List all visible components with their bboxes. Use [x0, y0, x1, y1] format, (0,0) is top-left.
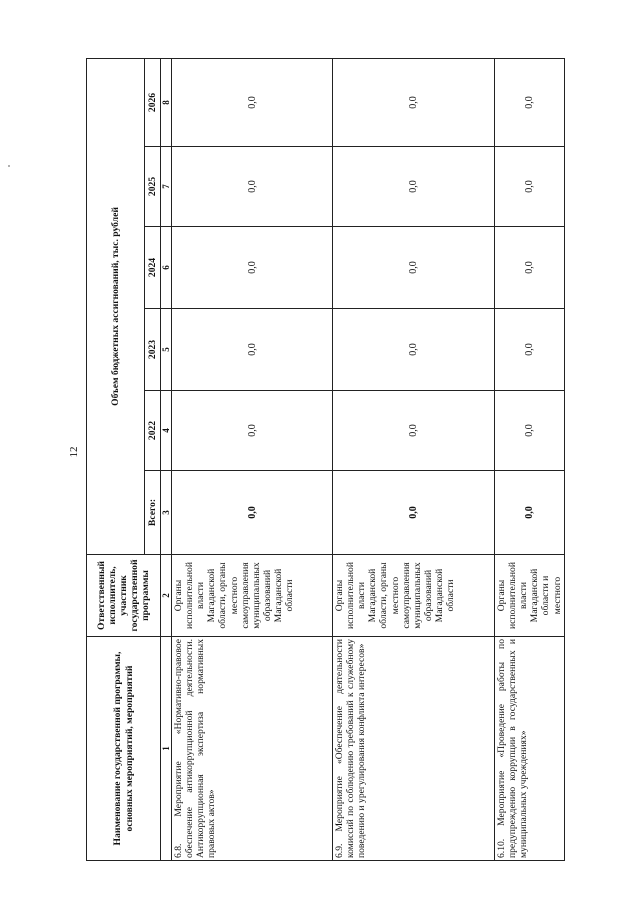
column-number: 6 — [161, 227, 172, 309]
header-name: Наименование государственной программы, основных мероприятий, мероприятий — [87, 637, 161, 861]
header-year: 2023 — [145, 309, 161, 391]
year-value: 0,0 — [172, 309, 333, 391]
column-number: 2 — [161, 555, 172, 637]
responsible-executor: Органы исполнительной власти Магаданской области и местного — [495, 555, 564, 637]
year-value: 0,0 — [172, 58, 333, 146]
column-numbers-row — [161, 58, 172, 860]
table-row — [172, 58, 333, 860]
year-value: 0,0 — [172, 227, 333, 309]
column-number: 7 — [161, 147, 172, 227]
total-value: 0,0 — [495, 471, 564, 555]
responsible-executor: Органы исполнительной власти Магаданской области, органы местного самоуправления муниципальных образований Магаданской области — [333, 555, 495, 637]
year-value: 0,0 — [172, 391, 333, 471]
responsible-executor: Органы исполнительной власти Магаданской области, органы местного самоуправления муниципальных образований Магаданской области — [172, 555, 333, 637]
year-value: 0,0 — [172, 147, 333, 227]
year-value: 0,0 — [333, 147, 495, 227]
column-number: 3 — [161, 471, 172, 555]
header-row-1 — [87, 58, 145, 860]
header-year: 2026 — [145, 58, 161, 146]
table-row — [495, 58, 564, 860]
table-row — [333, 58, 495, 860]
scan-speck — [8, 165, 10, 167]
year-value: 0,0 — [495, 391, 564, 471]
total-value: 0,0 — [172, 471, 333, 555]
budget-table — [86, 58, 565, 861]
year-value: 0,0 — [495, 309, 564, 391]
column-number: 5 — [161, 309, 172, 391]
activity-name: 6.8. Мероприятие «Нормативно-правовое обеспечение антикоррупционной деятельности. Антикоррупционная экспертиза нормативных правовых актов» — [172, 637, 333, 861]
rotated-table-wrapper — [86, 59, 563, 861]
activity-name: 6.10. Мероприятие «Проведение работы по предупреждению коррупции в государственных и муниципальных учреждениях» — [495, 637, 564, 861]
header-year: 2022 — [145, 391, 161, 471]
header-year: 2024 — [145, 227, 161, 309]
page-number: 12 — [68, 446, 80, 458]
year-value: 0,0 — [333, 58, 495, 146]
header-total: Всего: — [145, 471, 161, 555]
year-value: 0,0 — [495, 147, 564, 227]
column-number: 1 — [161, 637, 172, 861]
header-year: 2025 — [145, 147, 161, 227]
year-value: 0,0 — [333, 309, 495, 391]
total-value: 0,0 — [333, 471, 495, 555]
column-number: 4 — [161, 391, 172, 471]
activity-name: 6.9. Мероприятие «Обеспечение деятельности комиссий по соблюдению требований к служебному поведению и урегулирования конфликта интересов» — [333, 637, 495, 861]
year-value: 0,0 — [333, 227, 495, 309]
year-value: 0,0 — [495, 227, 564, 309]
year-value: 0,0 — [333, 391, 495, 471]
header-responsible: Ответственный исполнитель, участник государственной программы — [87, 555, 161, 637]
header-budget: Объем бюджетных ассигнований, тыс. рублей — [87, 58, 145, 554]
column-number: 8 — [161, 58, 172, 146]
year-value: 0,0 — [495, 58, 564, 146]
